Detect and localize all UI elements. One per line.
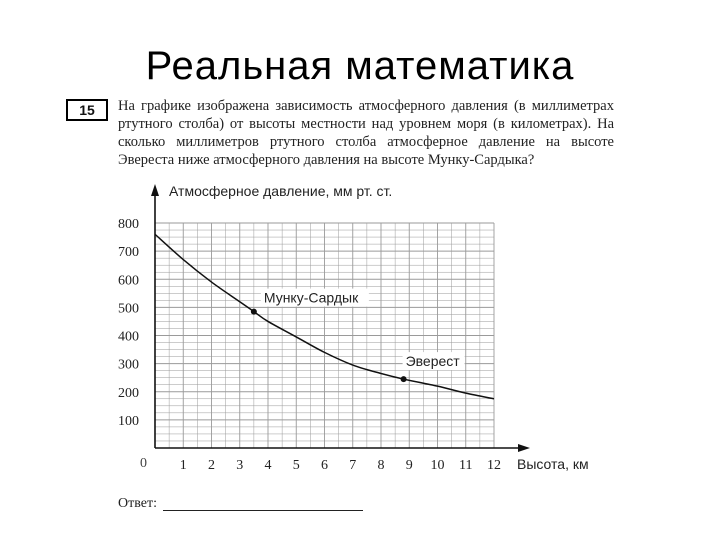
task-number: 15 <box>79 102 95 118</box>
x-tick-label: 5 <box>292 458 300 473</box>
y-tick-label: 700 <box>118 245 139 261</box>
y-axis-arrow <box>151 184 159 196</box>
x-tick-label: 8 <box>377 458 385 473</box>
y-tick-label: 100 <box>118 413 139 429</box>
y-tick-label: 200 <box>118 385 139 401</box>
annotation-point <box>251 309 257 315</box>
y-tick-label: 400 <box>118 329 139 345</box>
x-tick-label: 9 <box>405 458 413 473</box>
x-axis-label: Высота, км <box>517 456 589 472</box>
annotation-label: Мунку-Сардык <box>263 289 359 306</box>
answer-label: Ответ: <box>118 496 157 511</box>
annotation-point <box>401 376 407 382</box>
x-tick-label: 11 <box>459 458 473 473</box>
x-tick-label: 7 <box>349 458 357 473</box>
slide-title: Реальная математика <box>145 44 575 88</box>
answer-line[interactable] <box>163 510 363 511</box>
x-tick-label: 10 <box>430 458 445 473</box>
y-tick-label: 800 <box>118 217 139 232</box>
y-tick-label: 500 <box>118 301 139 317</box>
y-tick-label: 300 <box>118 357 139 373</box>
task-text: На графике изображена зависимость атмосферного давления (в миллиметрах ртутного столба) от высоты местности над уровнем моря (в километрах). На сколько миллиметров ртутного столба атмосферное давление на высоте Эвереста ниже атмосферного давления на высоте Мунку-Сардыка? <box>118 98 614 168</box>
x-tick-label: 3 <box>236 458 244 473</box>
annotation-label: Эверест <box>405 353 460 370</box>
origin-label: 0 <box>140 456 147 471</box>
x-axis-arrow <box>518 444 530 452</box>
y-axis-label: Атмосферное давление, мм рт. ст. <box>169 183 393 199</box>
x-tick-label: 4 <box>264 458 272 473</box>
y-tick-label: 600 <box>118 273 139 289</box>
x-tick-label: 2 <box>208 458 215 473</box>
x-tick-label: 1 <box>179 458 187 473</box>
x-tick-label: 6 <box>321 458 328 473</box>
x-tick-label: 12 <box>487 458 501 473</box>
